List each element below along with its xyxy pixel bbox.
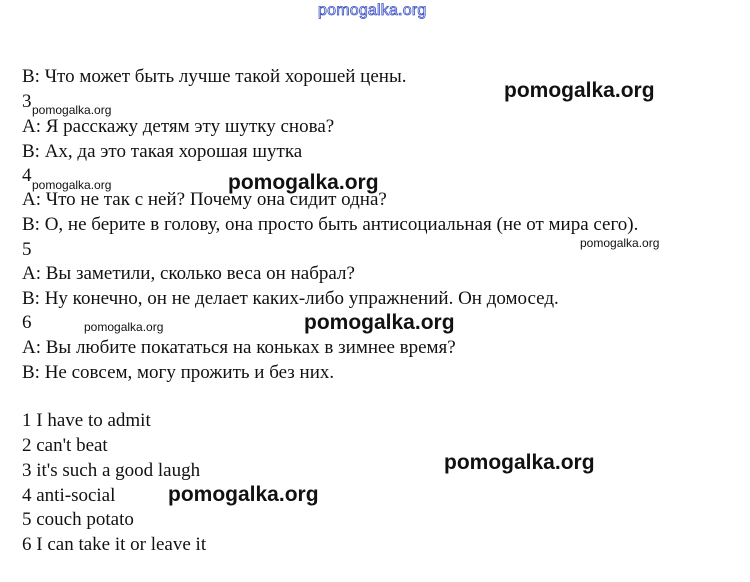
answer-item: 2 can't beat (22, 435, 108, 456)
dialogue-line: А: Вы любите покататься на коньках в зимнее время? (22, 337, 456, 358)
dialogue-line: В: Ну конечно, он не делает каких-либо упражнений. Он домосед. (22, 288, 559, 309)
answer-item: 3 it's such a good laugh (22, 460, 201, 481)
dialogue-line: В: О, не берите в голову, она просто быть антисоциальная (не от мира сего). (22, 214, 639, 235)
dialogue-line: В: Не совсем, могу прожить и без них. (22, 362, 335, 383)
watermark: pomogalka.org (32, 103, 112, 117)
answer-item: 1 I have to admit (22, 410, 151, 431)
watermark: pomogalka.org (228, 171, 379, 194)
dialogue-line: А: Вы заметили, сколько веса он набрал? (22, 263, 355, 284)
watermark: pomogalka.org (168, 483, 319, 506)
watermark: pomogalka.org (580, 236, 660, 250)
dialogue-line: В: Что может быть лучше такой хорошей цены. (22, 66, 407, 87)
dialogue-line: А: Что не так с ней? Почему она сидит одна? (22, 189, 387, 210)
section-number: 4 (22, 165, 32, 186)
section-number: 3 (22, 91, 32, 112)
answer-item: 5 couch potato (22, 509, 134, 530)
section-number: 6 (22, 312, 32, 333)
answer-item: 6 I can take it or leave it (22, 534, 207, 555)
site-logo: pomogalka.org (318, 2, 427, 19)
watermark: pomogalka.org (84, 320, 164, 334)
answer-item: 4 anti-social (22, 485, 116, 506)
watermark: pomogalka.org (504, 79, 655, 102)
dialogue-line: А: Я расскажу детям эту шутку снова? (22, 116, 335, 137)
watermark: pomogalka.org (444, 451, 595, 474)
section-number: 5 (22, 239, 32, 260)
dialogue-line: В: Ах, да это такая хорошая шутка (22, 141, 303, 162)
watermark: pomogalka.org (32, 178, 112, 192)
watermark: pomogalka.org (304, 311, 455, 334)
